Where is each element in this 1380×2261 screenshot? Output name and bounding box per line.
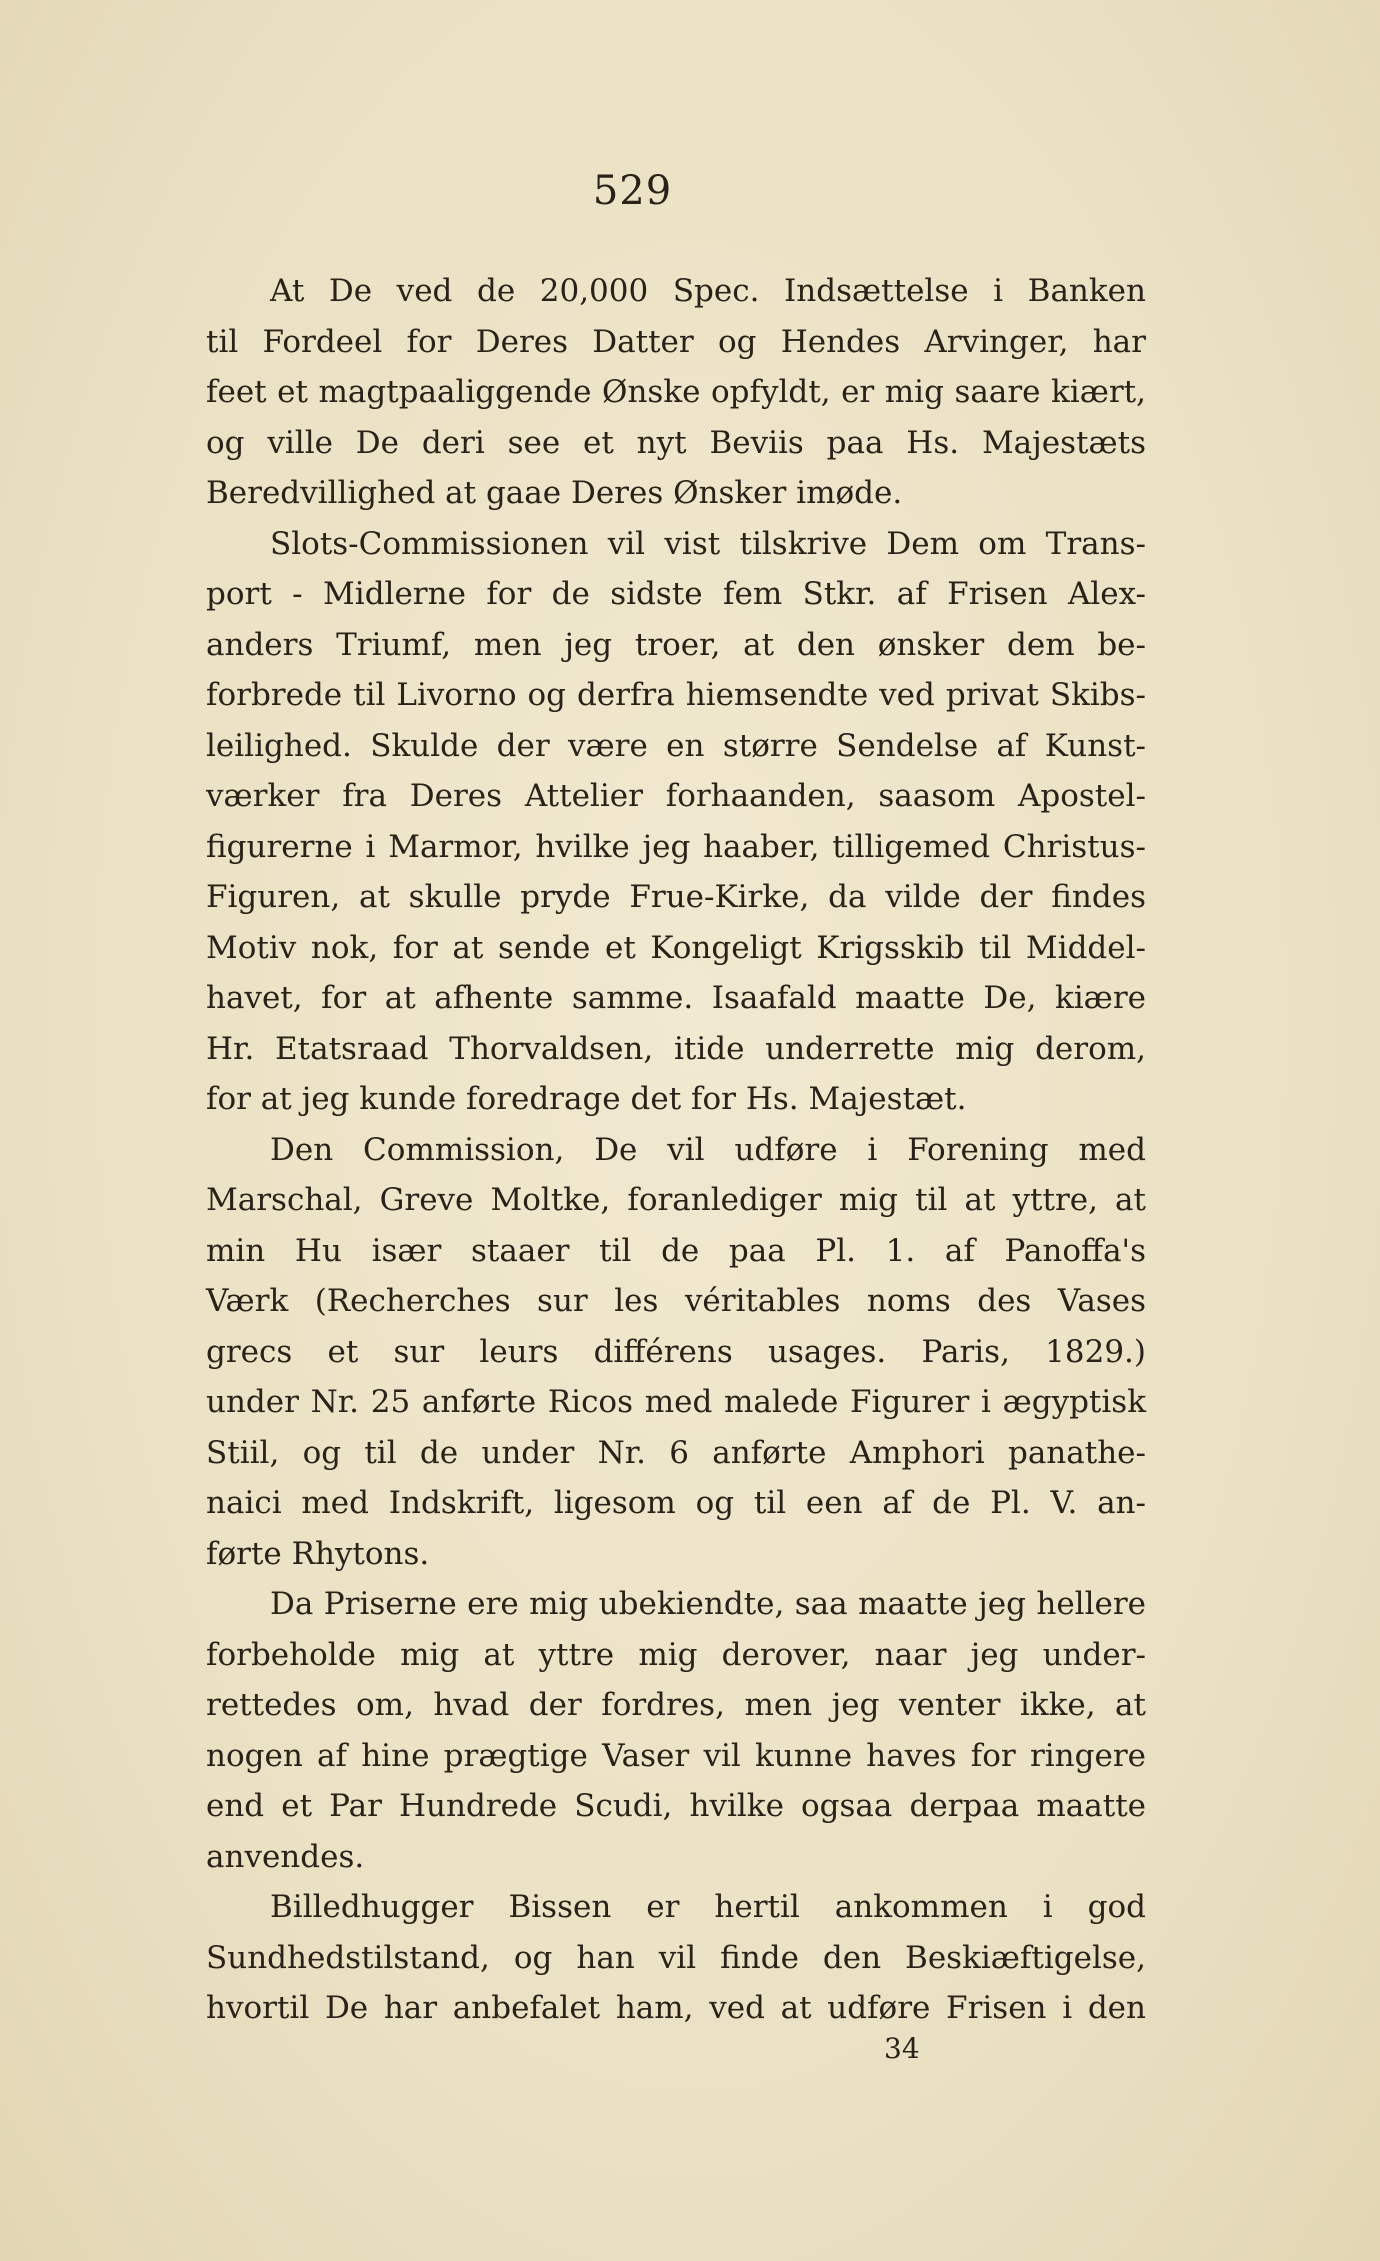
text-line: Slots-Commissionen vil vist tilskrive Dem om Trans-: [270, 525, 1146, 562]
text-line: min Hu især staaer til de paa Pl. 1. af Panoffa's: [206, 1232, 1146, 1269]
text-line: nogen af hine prægtige Vaser vil kunne haves for ringere: [206, 1737, 1146, 1774]
text-line: Hr. Etatsraad Thorvaldsen, itide underrette mig derom,: [206, 1030, 1146, 1067]
text-line: grecs et sur leurs différens usages. Paris, 1829.): [206, 1333, 1146, 1370]
text-line: og ville De deri see et nyt Beviis paa Hs. Majestæts: [206, 424, 1146, 461]
text-line: At De ved de 20,000 Spec. Indsættelse i Banken: [270, 273, 1146, 309]
text-line: anders Triumf, men jeg troer, at den ønsker dem be-: [206, 626, 1146, 663]
page-number: 529: [592, 168, 673, 214]
body-text: [206, 266, 1146, 2034]
text-line: rettedes om, hvad der fordres, men jeg venter ikke, at: [206, 1687, 1146, 1723]
text-line: Billedhugger Bissen er hertil ankommen i god: [270, 1889, 1146, 1925]
text-line: Stiil, og til de under Nr. 6 anførte Amphori panathe-: [206, 1434, 1146, 1471]
text-line: figurerne i Marmor, hvilke jeg haaber, tilligemed Christus-: [206, 828, 1146, 865]
text-line: forbeholde mig at yttre mig derover, naar jeg under-: [206, 1636, 1146, 1673]
text-line: Sundhedstilstand, og han vil finde den Beskiæftigelse,: [206, 1939, 1146, 1976]
text-line: Figuren, at skulle pryde Frue-Kirke, da vilde der findes: [206, 879, 1146, 915]
text-line: værker fra Deres Attelier forhaanden, saasom Apostel-: [206, 778, 1146, 814]
text-line: anvendes.: [206, 1838, 365, 1875]
text-line: leilighed. Skulde der være en større Sendelse af Kunst-: [206, 727, 1146, 764]
text-line: Beredvillighed at gaae Deres Ønsker imøde.: [206, 475, 903, 511]
text-line: til Fordeel for Deres Datter og Hendes Arvinger, har: [206, 323, 1146, 360]
text-line: Den Commission, De vil udføre i Forening med: [270, 1131, 1146, 1168]
text-line: Værk (Recherches sur les véritables noms des Vases: [206, 1283, 1146, 1319]
text-line: feet et magtpaaliggende Ønske opfyldt, er mig saare kiært,: [206, 374, 1146, 410]
text-line: port - Midlerne for de sidste fem Stkr. af Frisen Alex-: [206, 576, 1146, 612]
text-line: end et Par Hundrede Scudi, hvilke ogsaa derpaa maatte: [206, 1788, 1146, 1824]
text-line: naici med Indskrift, ligesom og til een af de Pl. V. an-: [206, 1485, 1146, 1521]
text-line: for at jeg kunde foredrage det for Hs. Majestæt.: [206, 1081, 967, 1117]
text-line: Marschal, Greve Moltke, foranlediger mig til at yttre, at: [206, 1182, 1146, 1218]
text-line: Da Priserne ere mig ubekiendte, saa maatte jeg hellere: [270, 1586, 1146, 1622]
text-line: havet, for at afhente samme. Isaafald maatte De, kiære: [206, 980, 1146, 1016]
text-line: Motiv nok, for at sende et Kongeligt Krigsskib til Middel-: [206, 929, 1146, 966]
text-line: førte Rhytons.: [206, 1535, 430, 1572]
text-line: under Nr. 25 anførte Ricos med malede Figurer i ægyptisk: [206, 1384, 1146, 1420]
text-line: hvortil De har anbefalet ham, ved at udføre Frisen i den: [206, 1990, 1146, 2026]
signature-mark: 34: [884, 2032, 920, 2065]
text-line: forbrede til Livorno og derfra hiemsendte ved privat Skibs-: [206, 677, 1146, 713]
